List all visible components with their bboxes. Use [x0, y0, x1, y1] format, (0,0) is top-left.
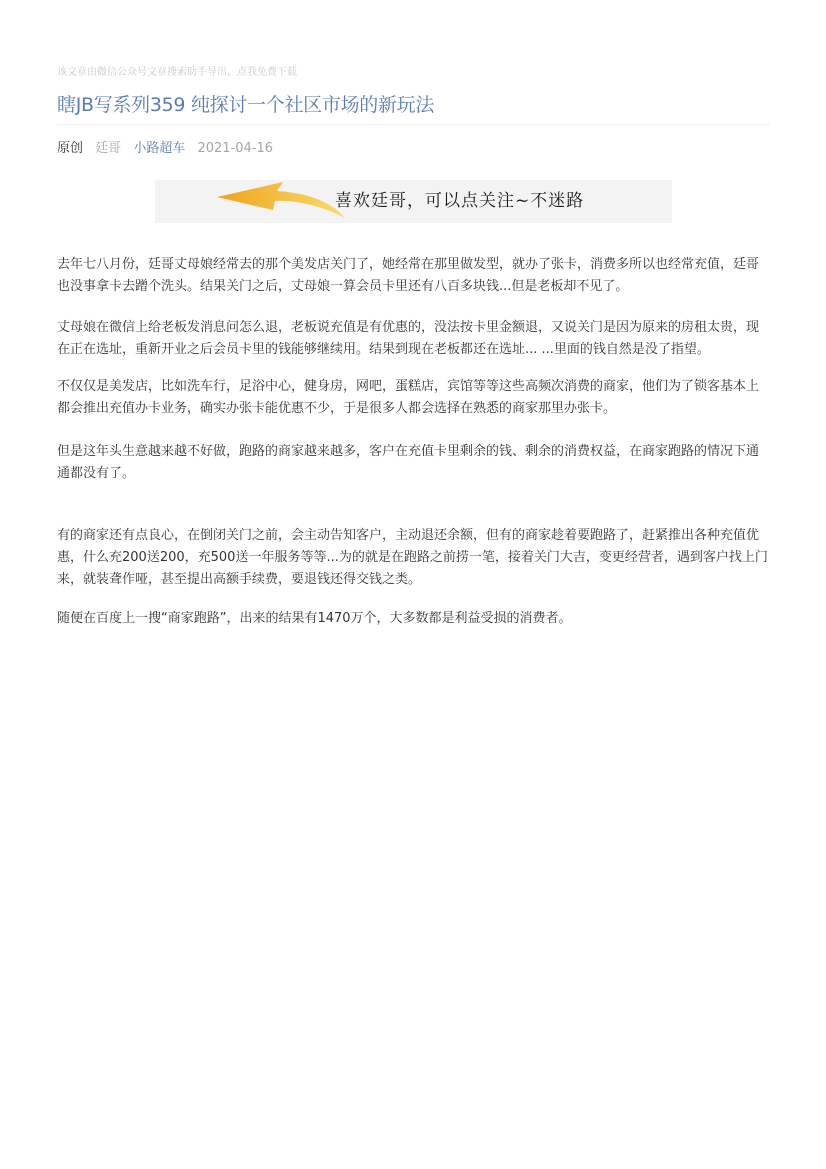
- paragraph: 随便在百度上一搜“商家跑路”，出来的结果有1470万个，大多数都是利益受损的消费者。: [57, 611, 572, 626]
- publish-date: 2021-04-16: [197, 141, 274, 156]
- follow-banner: [155, 180, 672, 223]
- author-name: 廷哥: [95, 141, 122, 156]
- account-link[interactable]: 小路超车: [133, 141, 186, 156]
- title-divider: [57, 124, 770, 125]
- export-note-link[interactable]: 该文章由微信公众号文章搜索助手导出，点我免费下载: [57, 67, 297, 78]
- original-badge: 原创: [57, 141, 84, 156]
- paragraph: 有的商家还有点良心，在倒闭关门之前，会主动告知客户，主动退还余额，但有的商家趁着要跑路了，赶紧推出各种充值优惠，什么充200送200，充500送一年服务等等...为的就是在跑路之前捞一笔，接着关门大吉，变更经营者，遇到客户找上门来，就装聋作哑，甚至提出高额手续费，要退钱还得交钱之类。: [57, 528, 768, 587]
- paragraph: 丈母娘在微信上给老板发消息问怎么退，老板说充值是有优惠的，没法按卡里金额退，又说关门是因为原来的房租太贵，现在正在选址，重新开业之后会员卡里的钱能够继续用。结果到现在老板都还在选址... ...里面的钱自然是没了指望。: [57, 320, 760, 357]
- paragraph: 但是这年头生意越来越不好做，跑路的商家越来越多，客户在充值卡里剩余的钱、剩余的消费权益，在商家跑路的情况下通通都没有了。: [57, 444, 760, 481]
- article-title: 瞎JB写系列359 纯探讨一个社区市场的新玩法: [57, 94, 435, 116]
- article-meta: [57, 140, 281, 158]
- banner-text: 喜欢廷哥，可以点关注~不迷路: [335, 191, 585, 211]
- paragraph: 不仅仅是美发店，比如洗车行，足浴中心，健身房，网吧，蛋糕店，宾馆等等这些高频次消费的商家，他们为了锁客基本上都会推出充值办卡业务，确实办张卡能优惠不少，于是很多人都会选择在熟悉的商家那里办张卡。: [57, 379, 760, 416]
- paragraph: 去年七八月份，廷哥丈母娘经常去的那个美发店关门了，她经常在那里做发型，就办了张卡，消费多所以也经常充值，廷哥也没事拿卡去蹭个洗头。结果关门之后，丈母娘一算会员卡里还有八百多块钱...但是老板却不见了。: [57, 257, 760, 294]
